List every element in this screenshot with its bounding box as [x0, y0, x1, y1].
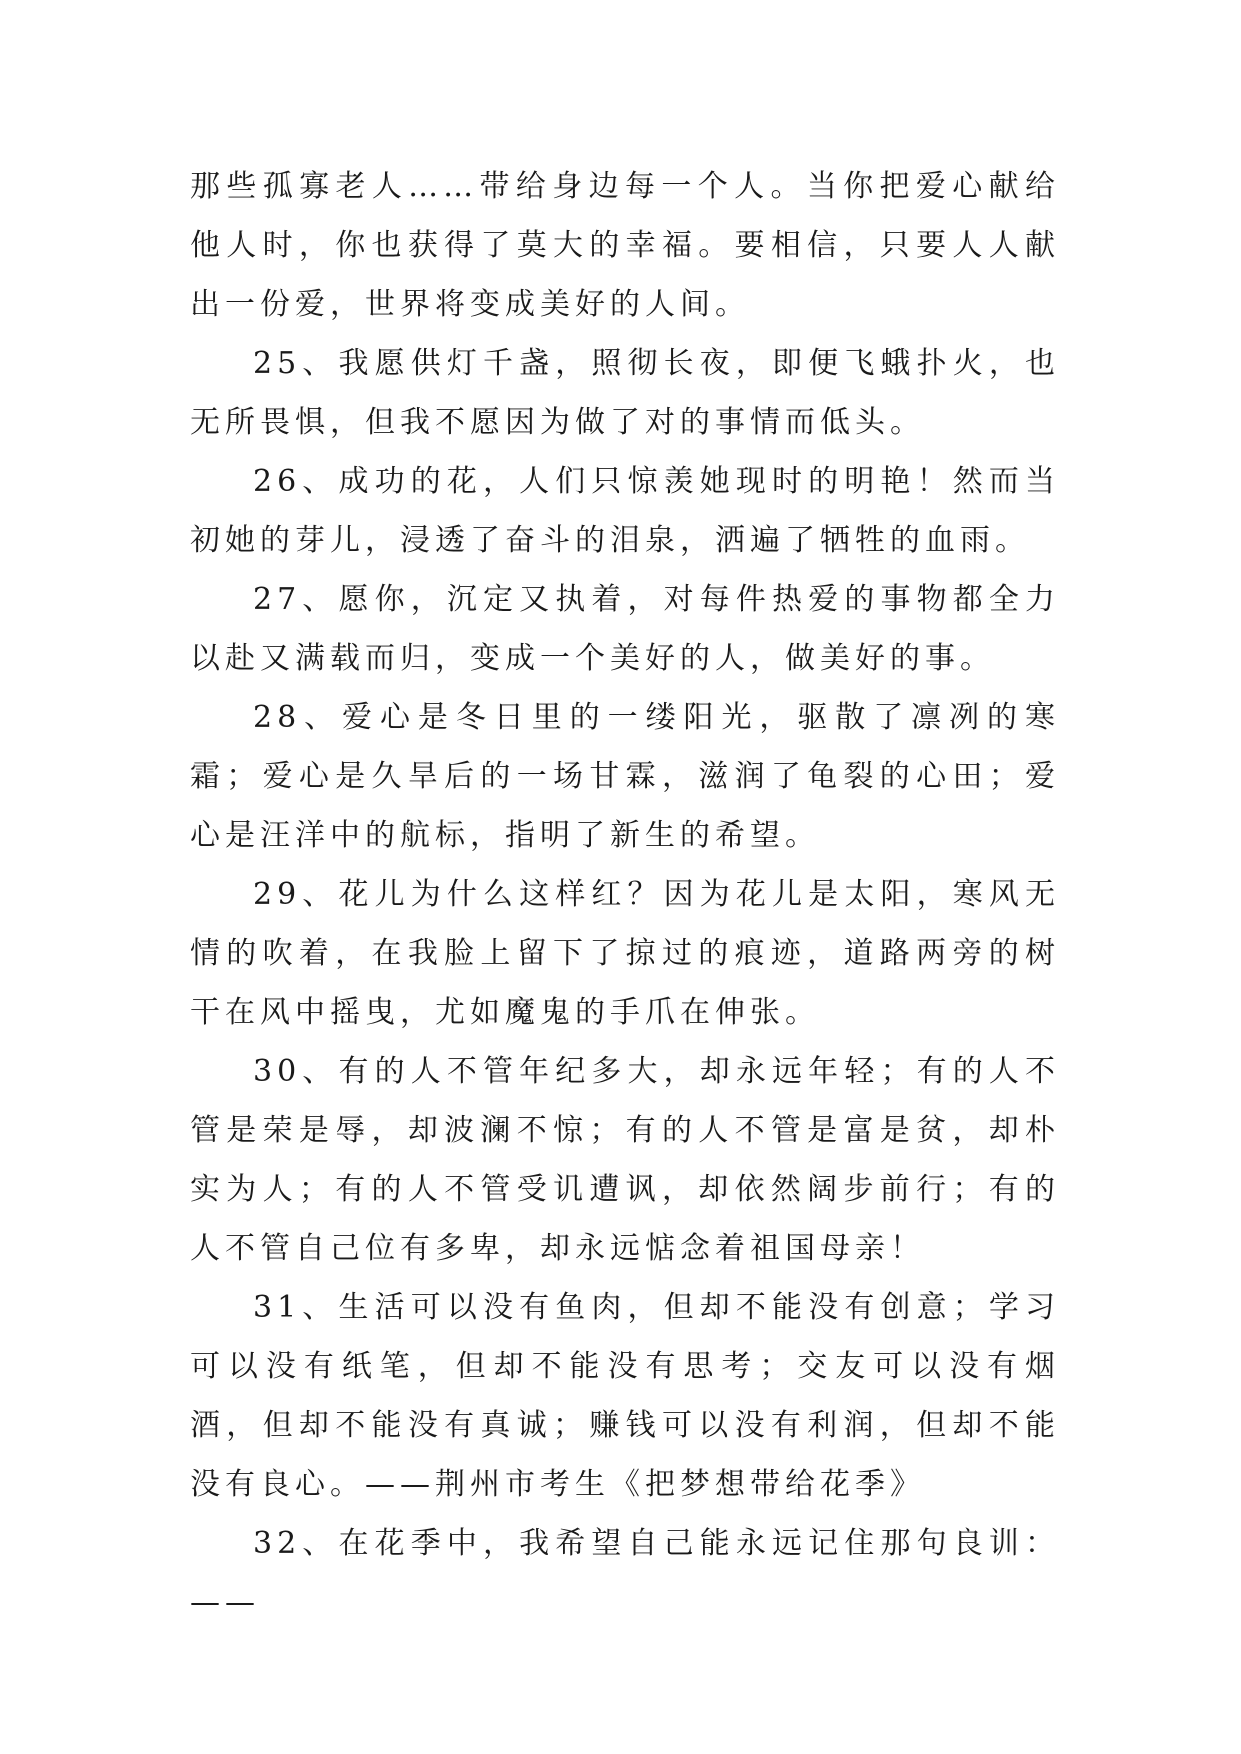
document-body	[190, 157, 1060, 1632]
paragraph-30: 30、有的人不管年纪多大，却永远年轻；有的人不管是荣是辱，却波澜不惊；有的人不管是富是贫，却朴实为人；有的人不管受讥遭讽，却依然阔步前行；有的人不管自己位有多卑，却永远惦念着祖国母亲！	[190, 1054, 1060, 1266]
paragraph-25: 25、我愿供灯千盏，照彻长夜，即便飞蛾扑火，也无所畏惧，但我不愿因为做了对的事情而低头。	[190, 346, 1060, 440]
paragraph-continuation: 那些孤寡老人……带给身边每一个人。当你把爱心献给他人时，你也获得了莫大的幸福。要相信，只要人人献出一份爱，世界将变成美好的人间。	[190, 169, 1060, 322]
paragraph-28: 28、爱心是冬日里的一缕阳光，驱散了凛冽的寒霜；爱心是久旱后的一场甘霖，滋润了龟裂的心田；爱心是汪洋中的航标，指明了新生的希望。	[190, 700, 1060, 853]
paragraph-32: 32、在花季中，我希望自己能永远记住那句良训：——	[190, 1526, 1060, 1620]
paragraph-31: 31、生活可以没有鱼肉，但却不能没有创意；学习可以没有纸笔，但却不能没有思考；交友可以没有烟酒，但却不能没有真诚；赚钱可以没有利润，但却不能没有良心。——荆州市考生《把梦想带给花季》	[190, 1290, 1060, 1502]
paragraph-29: 29、花儿为什么这样红？因为花儿是太阳，寒风无情的吹着，在我脸上留下了掠过的痕迹，道路两旁的树干在风中摇曳，尤如魔鬼的手爪在伸张。	[190, 877, 1060, 1030]
paragraph-27: 27、愿你，沉定又执着，对每件热爱的事物都全力以赴又满载而归，变成一个美好的人，做美好的事。	[190, 582, 1060, 676]
paragraph-26: 26、成功的花，人们只惊羡她现时的明艳！然而当初她的芽儿，浸透了奋斗的泪泉，洒遍了牺牲的血雨。	[190, 464, 1060, 558]
